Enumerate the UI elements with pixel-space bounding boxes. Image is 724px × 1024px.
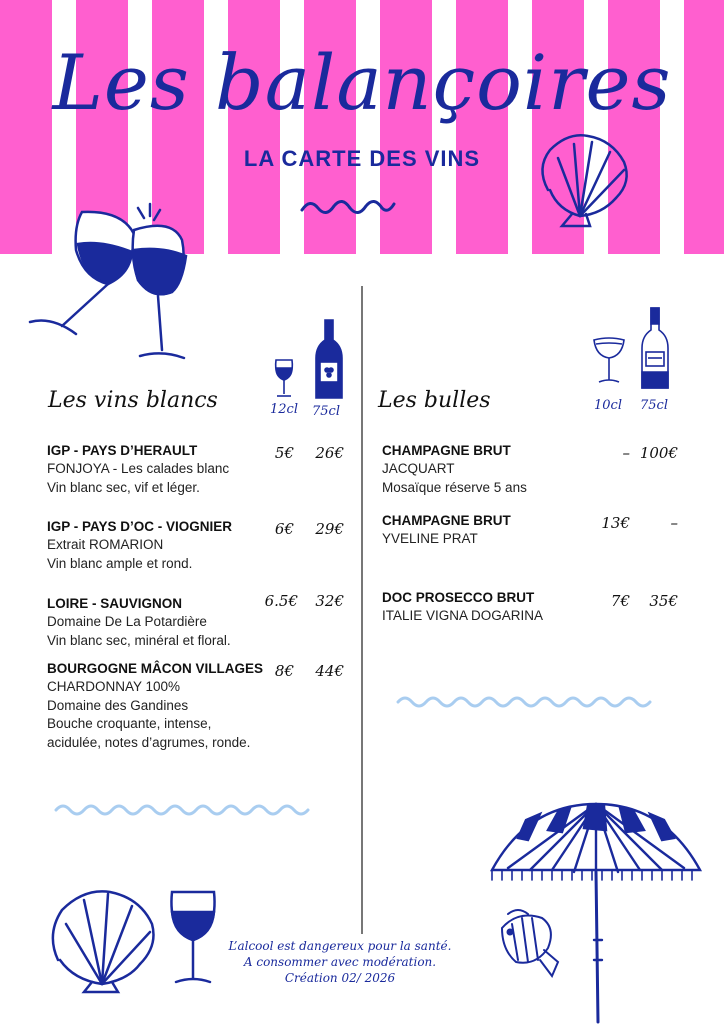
wine-name: BOURGOGNE MÂCON VILLAGES (47, 661, 264, 676)
col-label-glass-bubbles: 10cl (594, 398, 622, 413)
wine-detail: JACQUART (382, 461, 455, 476)
col-label-bottle-whites: 75cl (312, 404, 340, 419)
health-warning (210, 938, 470, 986)
price-bottle: – (670, 514, 678, 532)
seashell-icon (528, 128, 638, 228)
price-glass: 5€ (274, 444, 294, 462)
wine-name: DOC PROSECCO BRUT (382, 590, 535, 605)
wine-detail: Vin blanc sec, vif et léger. (47, 479, 200, 495)
col-label-glass-whites: 12cl (270, 402, 298, 417)
wine-name: CHAMPAGNE BRUT (382, 443, 511, 458)
price-bottle: 32€ (315, 592, 344, 610)
wine-name: CHAMPAGNE BRUT (382, 513, 511, 528)
price-glass: 7€ (610, 592, 630, 610)
champagne-bottle-icon (640, 306, 670, 392)
price-bottle: 29€ (315, 520, 344, 538)
wine-item (382, 590, 602, 626)
wine-detail: Bouche croquante, intense, (47, 716, 212, 731)
wine-detail: acidulée, notes d’agrumes, ronde. (47, 734, 251, 750)
price-bottle: 35€ (649, 592, 678, 610)
price-glass: 6€ (274, 520, 294, 538)
wine-item (382, 443, 602, 497)
menu-subtitle: LA CARTE DES VINS (243, 146, 481, 171)
wine-detail: Domaine des Gandines (47, 697, 189, 713)
restaurant-title: Les balançoires (52, 38, 672, 127)
wave-icon (54, 800, 316, 820)
price-bottle: 26€ (315, 444, 344, 462)
price-glass: 8€ (274, 662, 294, 680)
footer-line: L’alcool est dangereux pour la santé. (228, 939, 452, 953)
price-glass: – (622, 444, 630, 462)
section-title-bubbles: Les bulles (378, 388, 491, 413)
col-label-bottle-bubbles: 75cl (640, 398, 668, 413)
wine-glasses-cheers-icon (22, 200, 202, 370)
wine-detail: FONJOYA - Les calades blanc (47, 461, 230, 476)
price-glass: 6.5€ (264, 592, 298, 610)
wine-detail: ITALIE VIGNA DOGARINA (382, 608, 544, 623)
footer-line: A consommer avec modération. (243, 955, 437, 969)
column-divider (361, 286, 363, 934)
wine-bottle-icon (314, 318, 344, 402)
price-bottle: 100€ (639, 444, 678, 462)
seashell-icon (44, 884, 164, 994)
wave-icon (396, 692, 658, 712)
wine-detail: Domaine De La Potardière (47, 614, 207, 629)
wine-detail: Extrait ROMARION (47, 537, 164, 552)
wine-detail: YVELINE PRAT (382, 531, 478, 546)
wine-item (47, 519, 277, 573)
champagne-coupe-icon (592, 334, 626, 388)
wave-icon (300, 196, 396, 218)
wine-name: IGP - PAYS D’HERAULT (47, 443, 198, 458)
wine-detail: CHARDONNAY 100% (47, 679, 181, 694)
wine-glass-icon (272, 356, 296, 400)
price-bottle: 44€ (315, 662, 344, 680)
wine-detail: Mosaïque réserve 5 ans (382, 479, 527, 495)
section-title-whites: Les vins blancs (48, 388, 218, 413)
wine-item (382, 513, 602, 549)
price-glass: 13€ (601, 514, 630, 532)
wine-detail: Vin blanc sec, minéral et floral. (47, 632, 231, 648)
beach-umbrella-icon (488, 800, 704, 1024)
wine-name: LOIRE - SAUVIGNON (47, 596, 183, 611)
wine-item (47, 443, 277, 497)
wine-name: IGP - PAYS D’OC - VIOGNIER (47, 519, 233, 534)
footer-line: Création 02/ 2026 (284, 971, 396, 985)
wine-detail: Vin blanc ample et rond. (47, 555, 193, 571)
